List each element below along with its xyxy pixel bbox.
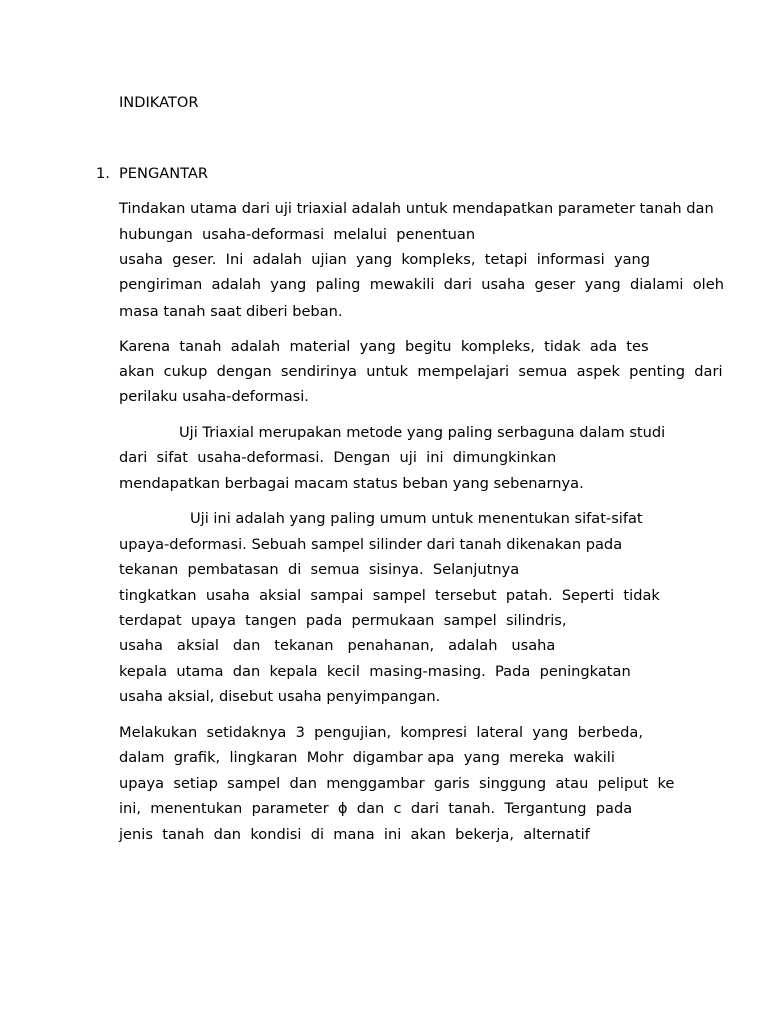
section-heading: PENGANTAR [119,165,209,182]
paragraph-1-line-3: usaha geser. Ini adalah ujian yang kompleks, tetapi informasi yang [119,251,651,268]
paragraph-3-line-3: mendapatkan berbagai macam status beban yang sebenarnya. [119,475,584,492]
paragraph-4-line-4: tingkatkan usaha aksial sampai sampel tersebut patah. Seperti tidak [119,587,660,604]
paragraph-5-line-4: ini, menentukan parameter ϕ dan c dari tanah. Tergantung pada [119,800,633,817]
paragraph-2-line-2: akan cukup dengan sendirinya untuk mempelajari semua aspek penting dari [119,363,723,380]
paragraph-4-line-1: Uji ini adalah yang paling umum untuk menentukan sifat-sifat [190,510,643,527]
paragraph-1-line-5: masa tanah saat diberi beban. [119,303,343,320]
paragraph-1-line-1: Tindakan utama dari uji triaxial adalah untuk mendapatkan parameter tanah dan [119,200,714,217]
paragraph-5-line-1: Melakukan setidaknya 3 pengujian, kompresi lateral yang berbeda, [119,724,643,741]
paragraph-5-line-3: upaya setiap sampel dan menggambar garis singgung atau peliput ke [119,775,675,792]
paragraph-3-line-2: dari sifat usaha-deformasi. Dengan uji ini dimungkinkan [119,449,557,466]
paragraph-1-line-2: hubungan usaha-deformasi melalui penentuan [119,226,476,243]
paragraph-2-line-3: perilaku usaha-deformasi. [119,388,309,405]
paragraph-4-line-8: usaha aksial, disebut usaha penyimpangan. [119,688,441,705]
paragraph-4-line-6: usaha aksial dan tekanan penahanan, adalah usaha [119,637,556,654]
paragraph-5-line-5: jenis tanah dan kondisi di mana ini akan bekerja, alternatif [119,826,590,843]
paragraph-4-line-5: terdapat upaya tangen pada permukaan sampel silindris, [119,612,567,629]
paragraph-4-line-7: kepala utama dan kepala kecil masing-masing. Pada peningkatan [119,663,631,680]
paragraph-4-line-2: upaya-deformasi. Sebuah sampel silinder dari tanah dikenakan pada [119,536,623,553]
section-number: 1. [96,165,110,182]
paragraph-1-line-4: pengiriman adalah yang paling mewakili dari usaha geser yang dialami oleh [119,276,724,293]
paragraph-5-line-2: dalam grafik, lingkaran Mohr digambar apa yang mereka wakili [119,749,615,766]
paragraph-4-line-3: tekanan pembatasan di semua sisinya. Selanjutnya [119,561,520,578]
paragraph-2-line-1: Karena tanah adalah material yang begitu kompleks, tidak ada tes [119,338,649,355]
document-title: INDIKATOR [119,94,199,111]
paragraph-3-line-1: Uji Triaxial merupakan metode yang paling serbaguna dalam studi [179,424,666,441]
